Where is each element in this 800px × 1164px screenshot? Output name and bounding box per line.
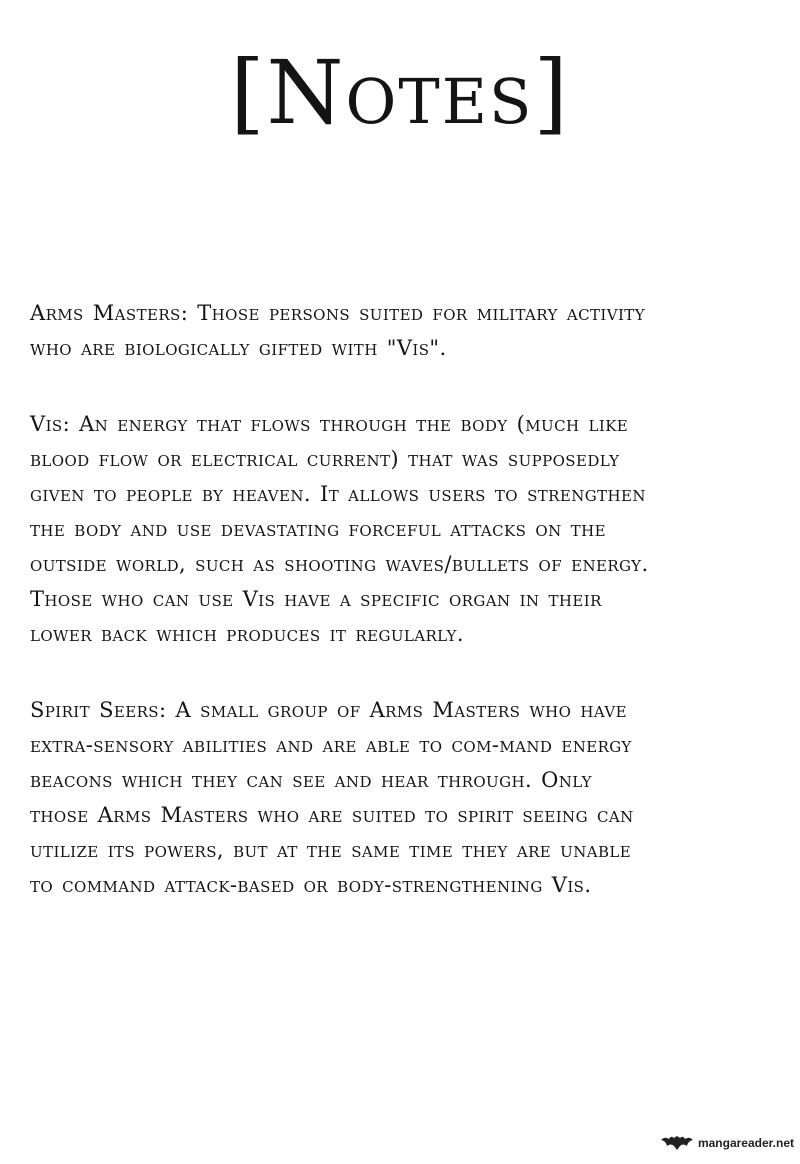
note-text: Arms Masters: Those persons suited for military activity who are biologically gifted with "Vis". — [30, 301, 646, 360]
notes-list — [30, 296, 650, 944]
note-text: Spirit Seers: A small group of Arms Masters who have extra-sensory abilities and are able to com-mand energy beacons which they can see and hear through. Only those Arms Masters who are suited to spirit seeing can utilize its powers, but at the same time they are unable to command attack-based or body-strengthening Vis. — [30, 698, 634, 897]
note-arms-masters — [30, 296, 650, 366]
bat-logo-icon — [660, 1134, 694, 1152]
note-spirit-seers — [30, 693, 650, 903]
note-vis — [30, 407, 650, 652]
watermark — [660, 1134, 794, 1152]
page-title: [Notes] — [230, 41, 570, 144]
watermark-text: mangareader.net — [697, 1136, 794, 1150]
note-text: Vis: An energy that flows through the body (much like blood flow or electrical current) that was supposedly given to people by heaven. It allows users to strengthen the body and use devastating forceful attacks on the outside world, such as shooting waves/bullets of energy. Those who can use Vis have a specific organ in their lower back which produces it regularly. — [30, 412, 649, 646]
